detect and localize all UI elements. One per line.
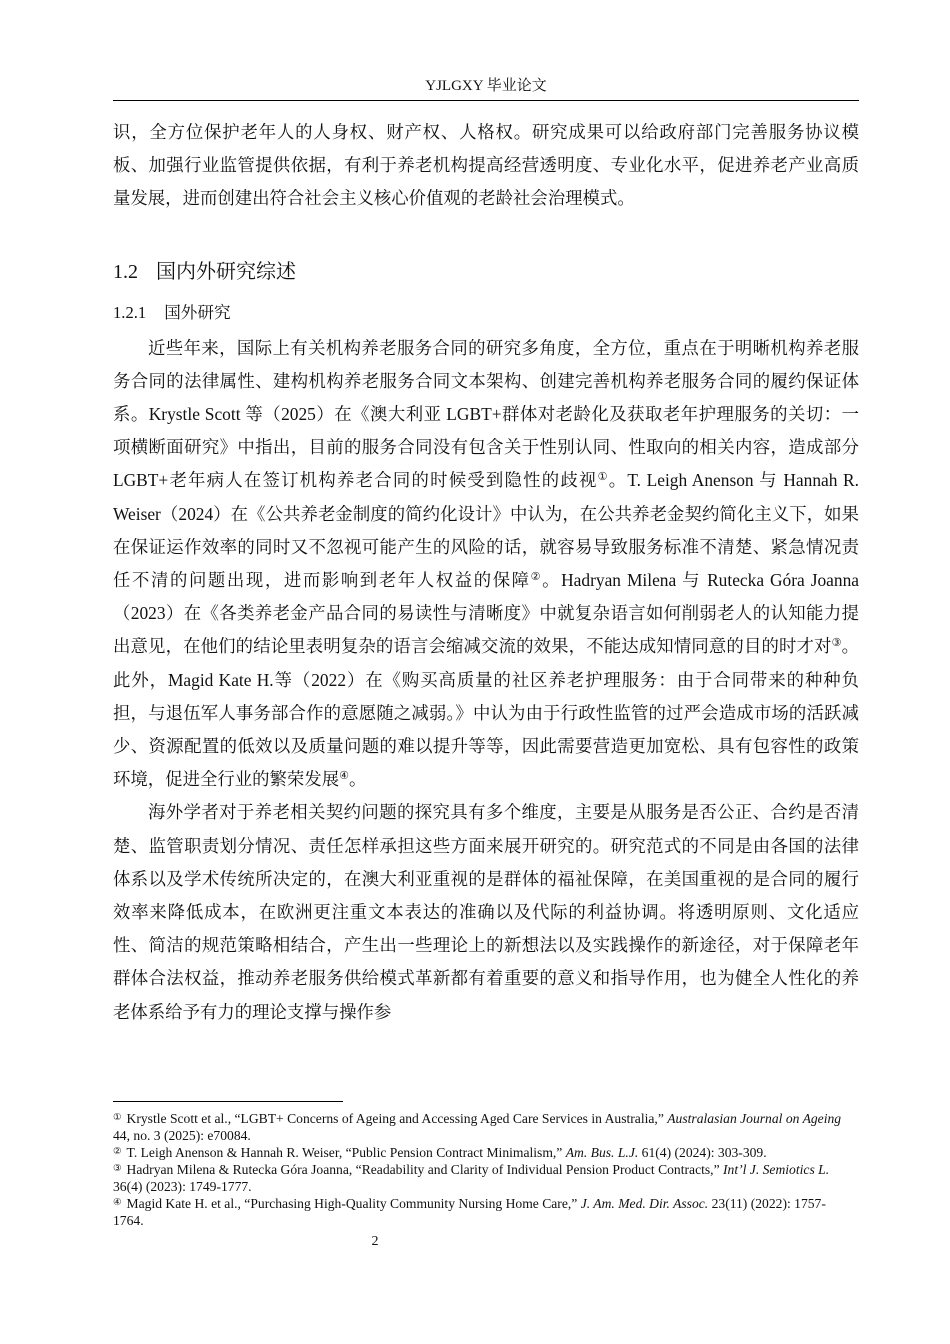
footnote-mark: ① (113, 1113, 122, 1123)
footnote-text: Magid Kate H. et al., “Purchasing High-Quality Community Nursing Home Care,” (126, 1196, 581, 1211)
paragraph-foreign-research (113, 332, 859, 797)
subsection-number: 1.2.1 (113, 302, 147, 322)
subsection-heading (113, 300, 859, 326)
paragraph-text: 。 (348, 769, 367, 790)
footnote-text: Krystle Scott et al., “LGBT+ Concerns of Ageing and Accessing Aged Care Services in Australia,” (126, 1111, 668, 1126)
paragraph-text: 近些年来，国际上有关机构养老服务合同的研究多角度，全方位，重点在于明晰机构养老服务合同的法律属性、建构机构养老服务合同文本架构、创建完善机构养老服务合同的履约保证体系。Krystle Scott 等（2025）在《澳大利亚 LGBT+群体对老龄化及获取老年护理服务的关切：一项横断面研究》中指出，目前的服务合同没有包含关于性别认同、性取向的相关内容，造成部分 LGBT+老年病人在签订机构养老合同的时候受到隐性的歧视 (113, 337, 859, 491)
footnote-journal: Int’l J. Semiotics L. (723, 1162, 830, 1177)
footnote-mark: ④ (113, 1198, 122, 1208)
section-heading (113, 256, 859, 287)
footnote-mark: ③ (113, 1164, 122, 1174)
footnote-mark: ② (113, 1147, 122, 1157)
footnote-journal: Am. Bus. L.J. (565, 1145, 639, 1160)
intro-paragraph: 识，全方位保护老年人的人身权、财产权、人格权。研究成果可以给政府部门完善服务协议模板、加强行业监管提供依据，有利于养老机构提高经营透明度、专业化水平，促进养老产业高质量发展，进而创建出符合社会主义核心价值观的老龄社会治理模式。 (113, 122, 859, 209)
footnotes (113, 1110, 853, 1229)
footnote-citation: 44, no. 3 (2025): e70084. (113, 1128, 251, 1143)
header-rule (113, 100, 859, 101)
footnote-citation: 23(11) (2022): 1757-1764. (113, 1196, 826, 1228)
footnote-rule (113, 1101, 343, 1102)
footnote-journal: Australasian Journal on Ageing (667, 1111, 842, 1126)
paragraph-text: 。Hadryan Milena 与 Rutecka Góra Joanna（2023）在《各类养老金产品合同的易读性与清晰度》中就复杂语言如何削弱老人的认知能力提出意见，在他们的结论里表明复杂的语言会缩减交流的效果，不能达成知情同意的目的时才对 (113, 570, 859, 657)
footnote-3 (113, 1161, 853, 1195)
footnote-1 (113, 1110, 853, 1144)
paragraph-text: 。此外，Magid Kate H.等（2022）在《购买高质量的社区养老护理服务：由于合同带来的种种负担，与退伍军人事务部合作的意愿随之减弱。》中认为由于行政性监管的过严会造成市场的活跃减少、资源配置的低效以及质量问题的难以提升等等，因此需要营造更加宽松、具有包容性的政策环境，促进全行业的繁荣发展 (113, 636, 859, 790)
subsection-title: 国外研究 (164, 302, 231, 322)
footnote-4 (113, 1195, 853, 1229)
main-body (113, 116, 859, 1029)
footnote-ref-3[interactable]: ③ (831, 637, 842, 650)
page-number: 2 (371, 1234, 379, 1249)
page-header: YJLGXY 毕业论文 (425, 78, 547, 94)
footnote-2 (113, 1144, 853, 1161)
footnote-text: Hadryan Milena & Rutecka Góra Joanna, “Readability and Clarity of Individual Pension Product Contracts,” (126, 1162, 723, 1177)
section-number: 1.2 (113, 260, 138, 283)
section-title: 国内外研究综述 (156, 258, 296, 283)
footnote-ref-1[interactable]: ① (597, 471, 609, 484)
footnote-journal: J. Am. Med. Dir. Assoc. (580, 1196, 709, 1211)
footnote-ref-4[interactable]: ④ (339, 770, 349, 783)
footnote-citation: 36(4) (2023): 1749-1777. (113, 1179, 252, 1194)
paragraph-summary: 海外学者对于养老相关契约问题的探究具有多个维度，主要是从服务是否公正、合约是否清楚、监管职责划分情况、责任怎样承担这些方面来展开研究的。研究范式的不同是由各国的法律体系以及学术传统所决定的，在澳大利亚重视的是群体的福祉保障，在美国重视的是合同的履行效率来降低成本，在欧洲更注重文本表达的准确以及代际的利益协调。将透明原则、文化适应性、简洁的规范策略相结合，产生出一些理论上的新想法以及实践操作的新途径，对于保障老年群体合法权益，推动养老服务供给模式革新都有着重要的意义和指导作用，也为健全人性化的养老体系给予有力的理论支撑与操作参 (113, 802, 859, 1022)
paragraph-text: 。T. Leigh Anenson 与 Hannah R. Weiser（2024）在《公共养老金制度的简约化设计》中认为，在公共养老金契约简化主义下，如果在保证运作效率的同时又不忽视可能产生的风险的话，就容易导致服务标准不清楚、紧急情况责任不清的问题出现，进而影响到老年人权益的保障 (113, 470, 859, 591)
footnote-citation: 61(4) (2024): 303-309. (638, 1145, 767, 1160)
footnote-ref-2[interactable]: ② (530, 571, 543, 584)
footnote-text: T. Leigh Anenson & Hannah R. Weiser, “Public Pension Contract Minimalism,” (126, 1145, 566, 1160)
